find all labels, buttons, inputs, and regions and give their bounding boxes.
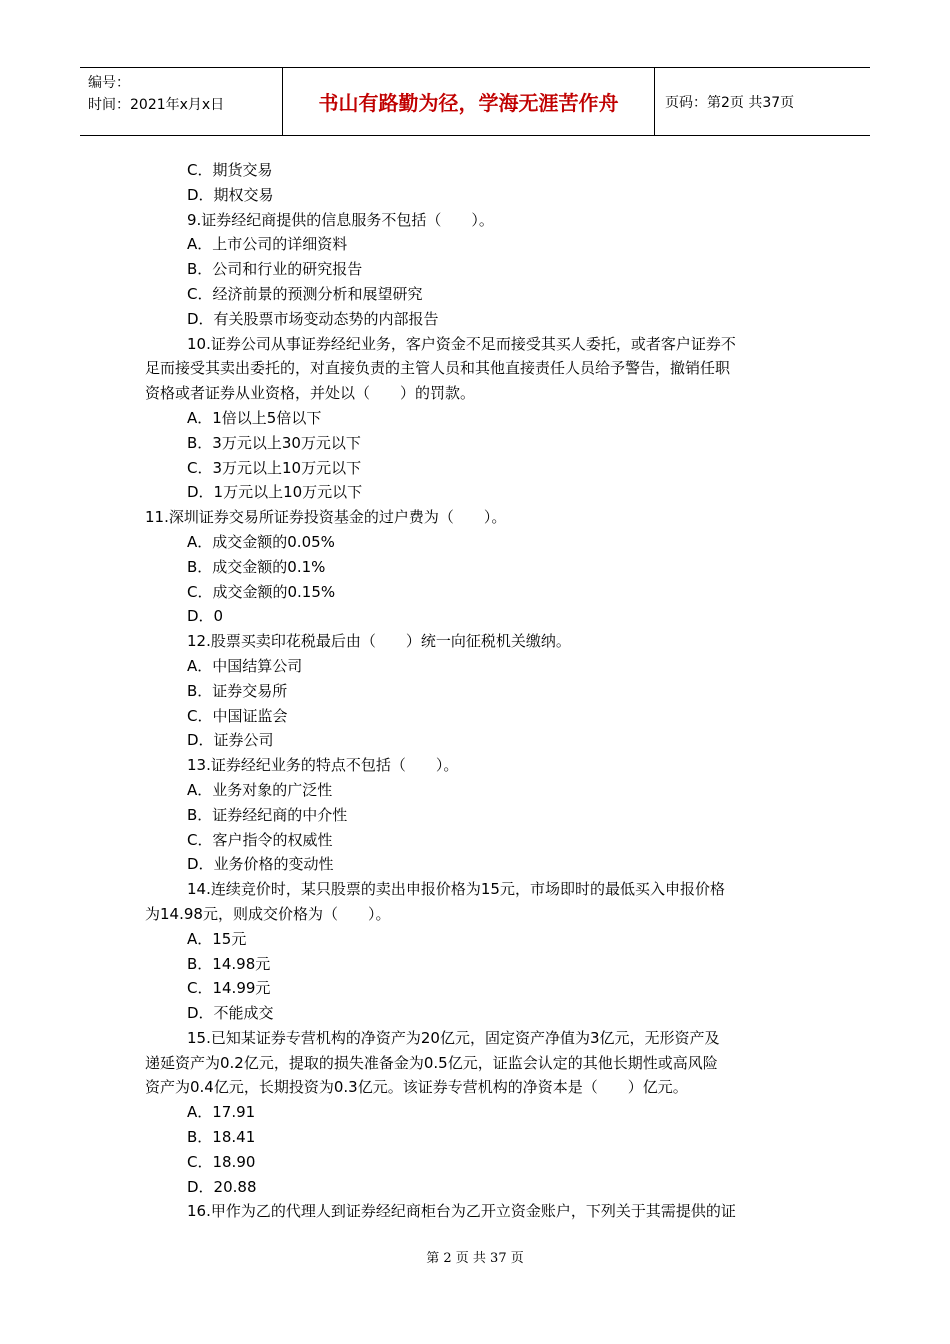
page-header xyxy=(80,67,870,136)
question-line: 10.证券公司从事证券经纪业务，客户资金不足而接受其买人委托，或者客户证券不 xyxy=(187,334,736,353)
question-line: 资格或者证券从业资格，并处以（ ）的罚款。 xyxy=(145,384,476,403)
option-line: D．业务价格的变动性 xyxy=(187,855,334,874)
question-line: 14.连续竞价时，某只股票的卖出申报价格为15元，市场即时的最低买入申报价格 xyxy=(187,880,725,899)
option-line: A．业务对象的广泛性 xyxy=(187,780,333,799)
option-line: C．18.90 xyxy=(187,1152,256,1171)
option-line: D．期权交易 xyxy=(187,185,274,204)
question-line: 足而接受其卖出委托的，对直接负责的主管人员和其他直接责任人员给予警告，撤销任职 xyxy=(145,359,731,378)
time-label: 时间：2021年x月x日 xyxy=(88,97,225,113)
question-line: 9.证券经纪商提供的信息服务不包括（ ）。 xyxy=(187,210,494,229)
option-line: A．1倍以上5倍以下 xyxy=(187,408,322,427)
page-footer: 第 2 页 共 37 页 xyxy=(426,1251,524,1266)
question-line: 11.深圳证券交易所证券投资基金的过户费为（ ）。 xyxy=(145,508,507,527)
option-line: C．中国证监会 xyxy=(187,706,288,725)
option-line: C．客户指令的权威性 xyxy=(187,830,333,849)
option-line: B．18.41 xyxy=(187,1128,256,1147)
option-line: A．15元 xyxy=(187,929,247,948)
option-line: C．期货交易 xyxy=(187,161,273,179)
option-line: B．3万元以上30万元以下 xyxy=(187,433,361,452)
option-line: D．1万元以上10万元以下 xyxy=(187,483,363,502)
question-line: 15.已知某证券专营机构的净资产为20亿元，固定资产净值为3亿元，无形资产及 xyxy=(187,1028,720,1047)
option-line: A．17.91 xyxy=(187,1103,256,1122)
option-line: B．成交金额的0.1% xyxy=(187,557,326,576)
option-line: A．中国结算公司 xyxy=(187,656,303,675)
option-line: D．20.88 xyxy=(187,1177,257,1196)
option-line: B．证券经纪商的中介性 xyxy=(187,805,348,824)
option-line: A．成交金额的0.05% xyxy=(187,532,335,551)
option-line: C．经济前景的预测分析和展望研究 xyxy=(187,284,423,303)
question-line: 12.股票买卖印花税最后由（ ）统一向征税机关缴纳。 xyxy=(187,632,571,651)
option-line: A．上市公司的详细资料 xyxy=(187,235,348,254)
option-line: D．0 xyxy=(187,607,224,626)
option-line: B．证券交易所 xyxy=(187,681,288,700)
question-line: 为14.98元，则成交价格为（ ）。 xyxy=(145,904,391,923)
option-line: C．成交金额的0.15% xyxy=(187,582,336,601)
option-line: C．14.99元 xyxy=(187,979,271,998)
question-paragraph xyxy=(145,332,810,406)
option-line: B．14.98元 xyxy=(187,954,271,973)
option-line: D．证券公司 xyxy=(187,731,274,750)
option-line: D．不能成交 xyxy=(187,1004,274,1023)
header-meta xyxy=(80,68,282,135)
header-motto: 书山有路勤为径，学海无涯苦作舟 xyxy=(282,68,655,135)
question-line: 16.甲作为乙的代理人到证券经纪商柜台为乙开立资金账户，下列关于其需提供的证 xyxy=(187,1202,736,1221)
number-label: 编号： xyxy=(88,75,130,91)
question-paragraph xyxy=(145,1026,810,1100)
question-line: 13.证券经纪业务的特点不包括（ ）。 xyxy=(187,756,459,775)
question-line: 递延资产为0.2亿元，提取的损失准备金为0.5亿元，证监会认定的其他长期性或高风险 xyxy=(145,1053,718,1072)
option-line: D．有关股票市场变动态势的内部报告 xyxy=(187,309,439,328)
question-line: 资产为0.4亿元，长期投资为0.3亿元。该证券专营机构的净资本是（ ）亿元。 xyxy=(145,1078,688,1097)
header-page-label: 页码：第2页 共37页 xyxy=(665,94,795,111)
question-paragraph xyxy=(145,877,810,927)
document-body xyxy=(145,158,810,1224)
option-line: B．公司和行业的研究报告 xyxy=(187,260,363,279)
option-line: C．3万元以上10万元以下 xyxy=(187,458,362,477)
